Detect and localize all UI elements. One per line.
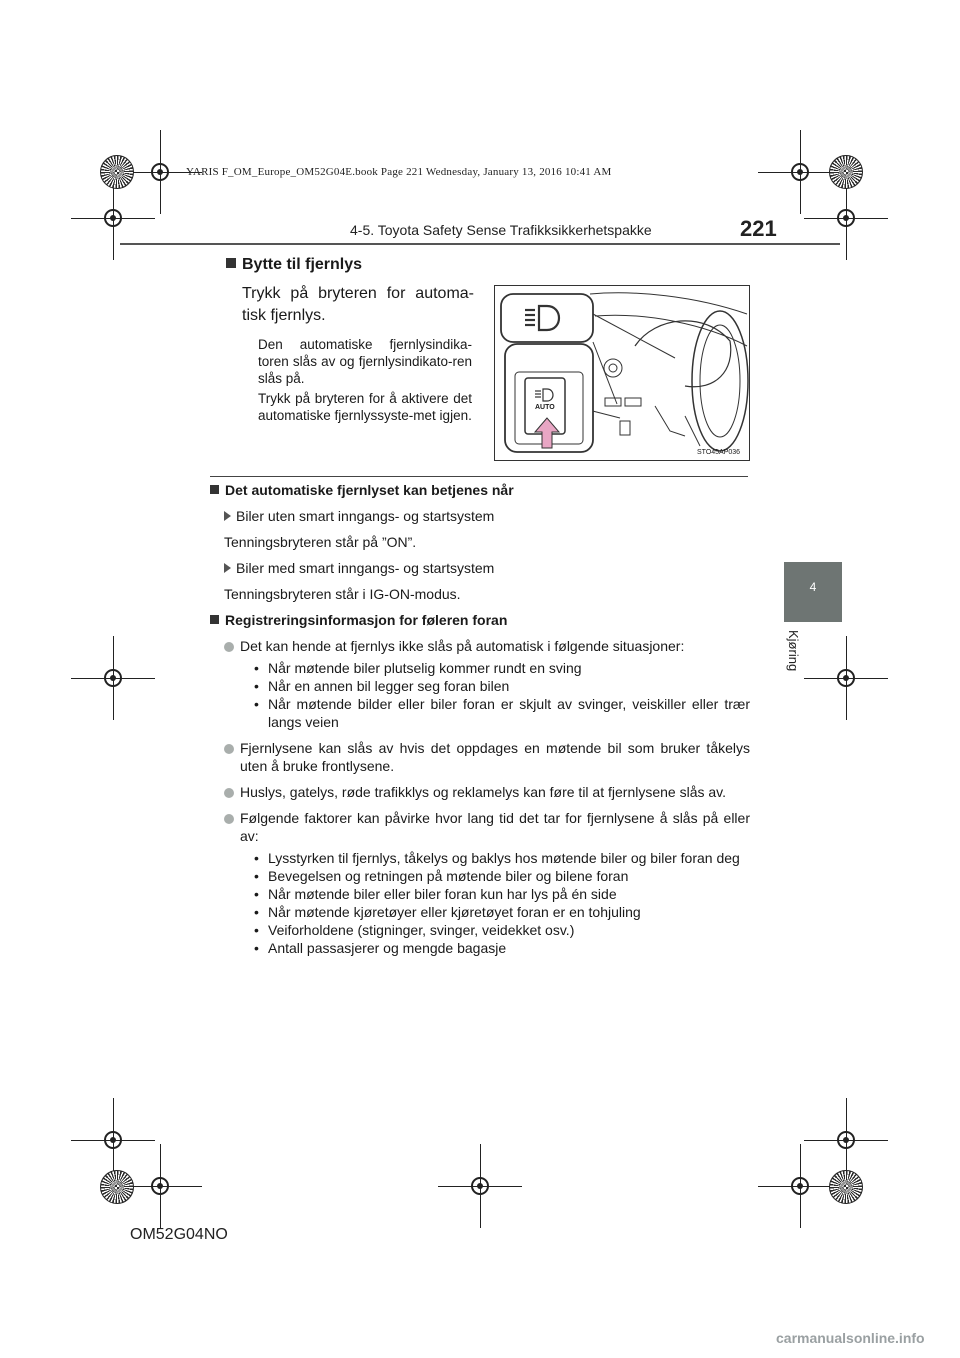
watermark: carmanualsonline.info: [776, 1330, 925, 1346]
registration-target-top-left: [100, 155, 134, 189]
sub-item: • Når møtende biler plutselig kommer rundt en sving: [254, 659, 750, 677]
triangle-bullet-icon: [224, 563, 231, 573]
triangle-bullet-icon: [224, 511, 231, 521]
sensor-bullet-4: Følgende faktorer kan påvirke hvor lang tid det tar for fjernlysene å slås på eller av: • Lysstyrken til fjernlys, tåkelys og baklys hos møtende biler og biler foran deg • Bevegelsen og retningen på møtende biler og bilene foran • Når møtende biler eller biler foran kun har lys på én side • Når møtende kjøretøyer eller kjøretøyet foran er en tohjuling • Veiforholdene (stigninger, svinger, veidekket osv.) • Antall passasjerer og mengde bagasje: [210, 809, 750, 957]
document-code: OM52G04NO: [130, 1226, 228, 1243]
header-section-title: 4-5. Toyota Safety Sense Trafikksikkerhetspakke: [350, 222, 652, 238]
sensor-bullet-2: Fjernlysene kan slås av hvis det oppdages en møtende bil som bruker tåkelys uten å bruke frontlysene.: [210, 739, 750, 775]
condition-vehicle-2: Biler med smart inngangs- og startsystem: [210, 559, 750, 577]
file-info: YARIS F_OM_Europe_OM52G04E.book Page 221 Wednesday, January 13, 2016 10:41 AM: [186, 166, 612, 178]
note-2: Trykk på bryteren for å aktivere det automatiske fjernlyssyste-met igjen.: [258, 391, 472, 423]
registration-target-bottom-left: [100, 1170, 134, 1204]
sub-item: • Antall passasjerer og mengde bagasje: [254, 939, 750, 957]
square-bullet-icon: [210, 485, 219, 494]
sub-item: • Bevegelsen og retningen på møtende biler og bilene foran: [254, 867, 750, 885]
condition-vehicle-1: Biler uten smart inngangs- og startsystem: [210, 507, 750, 525]
square-bullet-icon: [210, 615, 219, 624]
info-heading-1: Det automatiske fjernlyset kan betjenes når: [210, 481, 750, 499]
condition-text-2: Tenningsbryteren står i IG-ON-modus.: [224, 586, 461, 602]
registration-target-bottom-right: [829, 1170, 863, 1204]
section-divider: [210, 476, 748, 477]
info-heading-2: Registreringsinformasjon for føleren foran: [210, 611, 750, 629]
chapter-tab-label: Kjøring: [786, 630, 801, 672]
sub-item: • Når møtende biler eller biler foran kun har lys på én side: [254, 885, 750, 903]
sensor-bullet-1: Det kan hende at fjernlys ikke slås på automatisk i følgende situasjoner: • Når møtende biler plutselig kommer rundt en sving • Når en annen bil legger seg foran bilen • Når møtende bilder eller biler foran er skjult av svinger, veiskiller eller trær langs veien: [210, 637, 750, 731]
condition-text-1: Tenningsbryteren står på ”ON”.: [224, 534, 417, 550]
dashboard-illustration: [494, 285, 750, 461]
note-1: Den automatiske fjernlysindika-toren slås av og fjernlysindikato-ren slås på.: [258, 337, 472, 386]
info-block-operating-conditions: [210, 481, 750, 965]
sensor-bullet-3: Huslys, gatelys, røde trafikklys og reklamelys kan føre til at fjernlysene slås av.: [210, 783, 750, 801]
figure-code: STO45AP036: [697, 449, 741, 456]
circle-bullet-icon: [224, 788, 234, 798]
section-heading: Bytte til fjernlys: [226, 256, 362, 274]
circle-bullet-icon: [224, 744, 234, 754]
registration-target-top-right: [829, 155, 863, 189]
main-step: Trykk på bryteren for automa-tisk fjernlys.: [242, 285, 474, 324]
chapter-tab: [784, 562, 842, 622]
sub-item: • Når en annen bil legger seg foran bilen: [254, 677, 750, 695]
sub-item: • Veiforholdene (stigninger, svinger, veidekket osv.): [254, 921, 750, 939]
sub-item: • Lysstyrken til fjernlys, tåkelys og baklys hos møtende biler og biler foran deg: [254, 849, 750, 867]
circle-bullet-icon: [224, 814, 234, 824]
dashboard-drawing: [495, 286, 749, 460]
sub-item: • Når møtende kjøretøyer eller kjøretøyet foran er en tohjuling: [254, 903, 750, 921]
sub-item: • Når møtende bilder eller biler foran er skjult av svinger, veiskiller eller trær langs veien: [254, 695, 750, 731]
circle-bullet-icon: [224, 642, 234, 652]
auto-button-label: AUTO: [535, 404, 555, 411]
square-bullet-icon: [226, 258, 236, 268]
header-rule: [120, 243, 840, 245]
chapter-tab-number: 4: [809, 580, 817, 594]
page-number: 221: [740, 216, 777, 241]
